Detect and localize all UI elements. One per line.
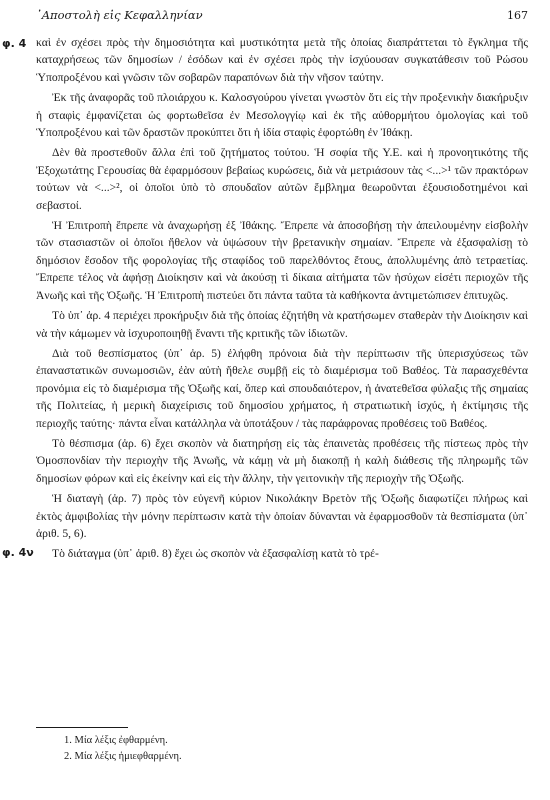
paragraph: Τὸ ὑπ᾿ ἀρ. 4 περιέχει προκήρυξιν διὰ τῆς ὁποίας ἐζητήθη νὰ κρατήσωμεν σταθερὰν τὴν Διοίκησιν καὶ νὰ τὴν κάμωμεν νὰ ἰσχυροποιηθῇ ἔναντι τῆς κριτικῆς τῶν ἰδιωτῶν.	[36, 309, 528, 340]
footnote: 1. Μία λέξις ἐφθαρμένη.	[64, 735, 168, 746]
page-number: 167	[507, 9, 528, 22]
paragraph: Τὸ διάταγμα (ὑπ᾿ ἀριθ. 8) ἔχει ὡς σκοπὸν νὰ ἐξασφαλίσῃ κατὰ τὸ τρέ-	[52, 547, 379, 561]
paragraph: Ἡ διαταγὴ (ἀρ. 7) πρὸς τὸν εὐγενῆ κύριον Νικολάκην Βρετὸν τῆς Ὀξωῆς διαφωτίζει πλήρως καὶ ἐκτὸς ἀμφιβολίας τὴν μόνην περίπτωσιν κατὰ τὴν ὁποίαν δύνανται νὰ ἐφαρμοσθοῦν τὰ θεσπίσματα (ὑπ᾿ ἀριθ. 5, 6).	[36, 492, 528, 540]
running-title: ᾿Αποστολὴ εἰς Κεφαλληνίαν	[36, 8, 203, 22]
paragraph: Διὰ τοῦ θεσπίσματος (ὑπ᾿ ἀρ. 5) ἐλήφθη πρόνοια διὰ τὴν περίπτωσιν τῆς ὑπερισχύσεως τῶν ἐπαναστατικῶν συνωμοσιῶν, ἐὰν αὐτὴ ἤθελε συμβῇ εἰς τὸ διαμέρισμα τοῦ Βαθέος. Τὰ παρασχεθέντα προνόμια εἰς τὸ διαμέρισμα τῆς Ὀξωῆς καί, ὅπερ καὶ σπουδαιότερον, ἡ ἀνατεθεῖσα φύλαξις τῆς σημαίας τῆς Πολιτείας, ἡ μερικὴ διαχείρισις τοῦ δημοσίου χρήματος, ἡ στρατιωτικὴ ἰσχύς, ἡ ἐκτίμησις τῆς περιοχῆς ταύτης· πάντα εἶναι κατάλληλα νὰ ὑποτάξουν / τὰς παράφρονας προθέσεις τοῦ Βαθέος.	[36, 346, 528, 430]
footnote: 2. Μία λέξις ἡμιεφθαρμένη.	[64, 751, 182, 762]
paragraph: Ἡ Ἐπιτροπὴ ἔπρεπε νὰ ἀναχωρήσῃ ἐξ Ἰθάκης. Ἔπρεπε νὰ ἀποσοβήσῃ τὴν ἀπειλουμένην εἰσβολὴν τῶν στασιαστῶν οἱ ὁποῖοι ἤθελον νὰ ὑψώσουν τὴν βρετανικὴν σημαίαν. Ἔπρεπε νὰ ἐξασφαλίσῃ τὸ δημόσιον ἔσοδον τῆς φορολογίας τῆς σταφίδος τοῦ παρελθόντος ἔτους, ἀπολλυμένης ἀπὸ τετραετίας. Ἔπρεπε τέλος νὰ ἀφήσῃ Διοίκησιν καὶ νὰ ἀκούσῃ τὶ δίκαια αἰτήματα τῶν ἡσύχων εἰσέτι περιοχῶν τῆς Ἀνωῆς καὶ τῆς Ὀξωῆς. Ἡ Ἐπιτροπὴ πιστεύει ὅτι πάντα ταῦτα τὰ καθήκοντα ἀντιμετώπισεν ἐπιτυχῶς.	[36, 219, 528, 302]
paragraph: καὶ ἐν σχέσει πρὸς τὴν δημοσιότητα καὶ μυστικότητα μετὰ τῆς ὁποίας διαπράττεται τὸ ἔγκλημα τῆς καταχρήσεως τῶν δημοσίων / ἐσόδων καὶ ἐν σχέσει πρὸς τὴν ἰσχύουσαν συγκατάθεσιν τοῦ Ρώσου Ὑποπροξένου καὶ γνῶσιν τῶν σοβαρῶν παραπόνων διὰ τὴν νῆσον ταύτην.	[36, 36, 528, 84]
paragraph: Δὲν θὰ προστεθοῦν ἄλλα ἐπὶ τοῦ ζητήματος τούτου. Ἡ σοφία τῆς Υ.Ε. καὶ ἡ προνοητικότης τῆς Ἐξοχωτάτης Γερουσίας θὰ ἐφαρμόσουν βεβαίως κυρώσεις, διὰ νὰ μετριάσουν τὰς <...>¹ τῶν πρακτόρων τούτων νὰ <...>², οἱ ὁποῖοι ὑπὸ τὸ σπουδαῖον αὐτῶν ἔμβλημα θεωροῦνται ἐξουσιοδοτημένοι καὶ σεβαστοί.	[36, 146, 528, 212]
running-header	[36, 8, 528, 24]
body-text	[36, 34, 528, 563]
paragraph: Ἐκ τῆς ἀναφορᾶς τοῦ πλοιάρχου κ. Καλοσγούρου γίνεται γνωστὸν ὅτι εἰς τὴν προξενικὴν διακήρυξιν ἡ σταφὶς ἐμφανίζεται ὡς φορτωθεῖσα ἐν Μεσολογγίῳ καὶ ἐκ τῆς αὐθορμήτου ὁμολογίας καὶ τοῦ Ὑποπροξένου καὶ τῶν δραστῶν προκύπτει ὅτι ἡ ἰδία σταφὶς ἐφορτώθη ἐν Ἰθάκῃ.	[36, 91, 528, 140]
footnotes	[64, 733, 182, 765]
margin-folio-note: φ. 4	[2, 37, 27, 50]
margin-folio-note: φ. 4ν	[2, 546, 34, 559]
footnote-divider	[36, 727, 128, 728]
paragraph: Τὸ θέσπισμα (ἀρ. 6) ἔχει σκοπὸν νὰ διατηρήσῃ εἰς τὰς ἐπαινετὰς προθέσεις τῆς πίστεως πρὸς τὴν Ὁμοσπονδίαν τὴν περιοχὴν τῆς Ἀνωῆς, νὰ κάμῃ νὰ μὴ διακοπῇ ἡ καλὴ διάθεσις τῆς πληρωμῆς τῶν δημοσίων φόρων καὶ εἰς ἐκείνην καὶ εἰς τὴν ἄλλην, τὴν γειτονικὴν τῆς περιοχὴν τῆς Ὀξωῆς.	[36, 436, 528, 485]
